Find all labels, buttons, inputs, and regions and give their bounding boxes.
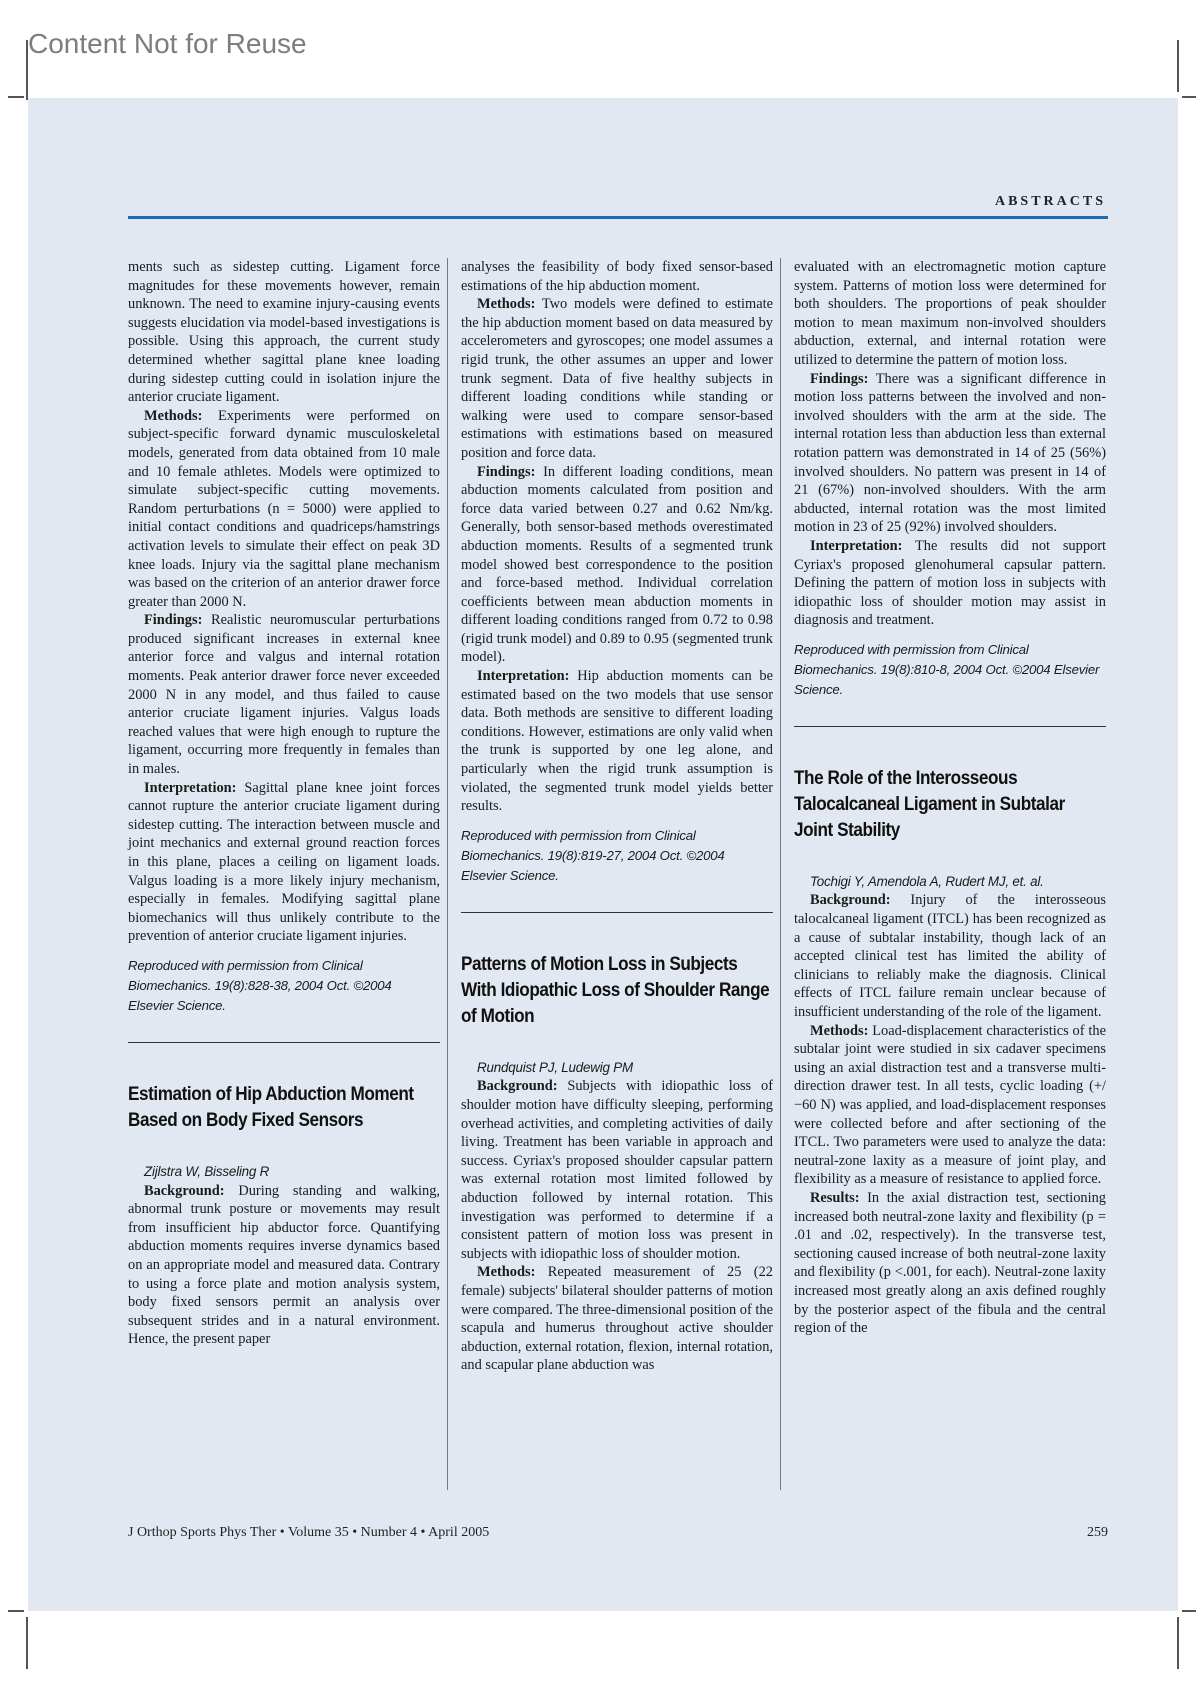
section-rule bbox=[128, 1042, 440, 1043]
text: Two models were defined to estimate the hip abduction moment based on data measured by accelerometers and gyroscopes; one model assumes a rigid trunk, the other assumes an upper and lower trunk segment. Data of five healthy subjects in different loading conditions while standing or walking were used to compare sensor-based estimations with estimations based on measured position and force data. bbox=[461, 296, 773, 461]
paragraph-methods bbox=[794, 1022, 1106, 1189]
label: Findings: bbox=[144, 612, 203, 629]
text: Repeated measurement of 25 (22 female) subjects' bilateral shoulder patterns of motion were compared. The three-dimensional position of the scapula and humerus throughout active shoulder abduction, external rotation, flexion, internal rotation, and scapular plane abduction was bbox=[461, 1264, 773, 1374]
paragraph-methods bbox=[461, 1263, 773, 1375]
paragraph-interpretation bbox=[461, 667, 773, 816]
label: Interpretation: bbox=[477, 668, 570, 685]
label: Background: bbox=[477, 1078, 558, 1095]
paragraph-findings bbox=[128, 611, 440, 778]
text: Experiments were performed on subject-specific forward dynamic musculoskeletal models, generated from data obtained from 10 male and 10 female athletes. Models were optimized to simulate subject-specific cutting movements. Random perturbations (n = 5000) were applied to initial contact conditions and quadriceps/hamstrings activation levels to simulate their effect on peak 3D knee loads. Injury via the sagittal plane mechanism was based on the criterion of an anterior drawer force greater than 2000 N. bbox=[128, 407, 440, 610]
text: Load-displacement characteristics of the subtalar joint were studied in six cadaver specimens using an axial distraction test and a transverse multi-direction drawer test. In all tests, cyclic loading (+/−60 N) was applied, and load-displacement responses were collected before and after sectioning of the ITCL. Two parameters were used to analyze the data: neutral-zone laxity as a measure of joint play, and flexibility as a measure of resistance to applied force. bbox=[794, 1022, 1106, 1188]
column-2 bbox=[461, 258, 773, 1375]
text: Hip abduction moments can be estimated based on the two models that use sensor data. Both methods are sensitive to different loading conditions. However, estimations are only valid when the trunk is supported by one leg alone, and particularly when the rigid trunk assumption is violated, the segmented trunk model yields better results. bbox=[461, 668, 773, 815]
paragraph-methods bbox=[461, 295, 773, 462]
article-authors: Zijlstra W, Bisseling R bbox=[144, 1163, 270, 1179]
text: During standing and walking, abnormal trunk posture or movements may result from insufficient hip abductor force. Quantifying abduction moments requires inverse dynamics based on an appropriate model and measured data. Contrary to using a force plate and motion analysis system, body fixed sensors permit an analysis over subsequent strides and in a natural environment. Hence, the present paper bbox=[128, 1182, 440, 1348]
header-rule bbox=[128, 216, 1108, 219]
text: There was a significant difference in motion loss patterns between the involved and non-involved shoulders with the arm at the side. The internal rotation less than abduction less than external rotation pattern was demonstrated in 14 of 25 (56%) involved shoulders. No pattern was present in 14 of 21 (67%) non-involved shoulders. With the arm abducted, internal rotation was the most limited motion in 23 of 25 (92%) involved shoulders. bbox=[794, 370, 1106, 536]
label: Interpretation: bbox=[144, 779, 237, 796]
label: Background: bbox=[144, 1182, 225, 1199]
paragraph: ments such as sidestep cutting. Ligament force magnitudes for these movements however, remain unknown. The need to examine injury-causing events suggests elucidation via model-based investigations is possible. Using this approach, the current study determined whether sagittal plane knee loading during sidestep cutting could in isolation injure the anterior cruciate ligament. bbox=[128, 259, 440, 406]
crop-mark bbox=[8, 1610, 24, 1612]
label: Methods: bbox=[144, 407, 203, 424]
article-authors: Rundquist PJ, Ludewig PM bbox=[477, 1059, 633, 1075]
paragraph-background bbox=[128, 1182, 440, 1349]
crop-mark bbox=[1182, 1610, 1196, 1612]
text: In the axial distraction test, sectioning increased both neutral-zone laxity and flexibility (p = .01 and .02, respectively). In the transverse test, sectioning caused increase of both neutral-zone laxity and flexibility (p <.001, for each). Neutral-zone laxity increased most greatly along an axis defined roughly by the posterior aspect of the fibula and the central region of the bbox=[794, 1189, 1106, 1337]
article-authors: Tochigi Y, Amendola A, Rudert MJ, et. al. bbox=[810, 873, 1044, 889]
crop-mark bbox=[1177, 1617, 1179, 1669]
column-divider bbox=[447, 258, 448, 1490]
permission-credit: Reproduced with permission from Clinical Biomechanics. 19(8):810-8, 2004 Oct. ©2004 Elsevier Science. bbox=[794, 641, 1100, 697]
paragraph-methods bbox=[128, 407, 440, 612]
column-1 bbox=[128, 258, 440, 1349]
label: Background: bbox=[810, 892, 891, 909]
crop-mark bbox=[26, 40, 28, 100]
label: Methods: bbox=[810, 1022, 869, 1039]
section-rule bbox=[461, 912, 773, 913]
column-divider bbox=[780, 258, 781, 1490]
paragraph: evaluated with an electromagnetic motion capture system. Patterns of motion loss were determined for both shoulders. The proportions of peak shoulder motion to mean maximum non-involved shoulders abduction, external, and internal rotation were utilized to determine the pattern of motion loss. bbox=[794, 259, 1106, 368]
article-title: Patterns of Motion Loss in Subjects With Idiopathic Loss of Shoulder Range of Motion bbox=[461, 952, 770, 1027]
paragraph-background bbox=[461, 1077, 773, 1263]
label: Findings: bbox=[810, 370, 869, 387]
text: Sagittal plane knee joint forces cannot rupture the anterior cruciate ligament during sidestep cutting. The interaction between muscle and joint mechanics and external ground reaction forces in this plane, places a ceiling on ligament loads. Valgus loading is a more likely injury mechanism, especially in females. Modifying sagittal plane biomechanics will thus unlikely contribute to the prevention of anterior cruciate ligament injuries. bbox=[128, 779, 440, 945]
article-title: The Role of the Interosseous Talocalcaneal Ligament in Subtalar Joint Stability bbox=[794, 766, 1065, 841]
paragraph-findings bbox=[461, 463, 773, 668]
text: Subjects with idiopathic loss of shoulder motion have difficulty sleeping, performing overhead activities, and completing activities of daily living. Treatment has been variable in approach and success. Cyriax's proposed shoulder capsular pattern was external rotation most limited followed by abduction followed by internal rotation. This investigation was performed to determine if a consistent pattern of motion loss was present in subjects with idiopathic loss of shoulder motion. bbox=[461, 1078, 773, 1262]
text: Realistic neuromuscular perturbations produced significant increases in external knee anterior force and valgus and internal rotation moments. Peak anterior drawer force never exceeded 2000 N in any model, and thus failed to cause anterior cruciate ligament injuries. Valgus loads reached values that were high enough to rupture the ligament, occurring more frequently in females than in males. bbox=[128, 612, 440, 778]
paragraph-findings bbox=[794, 370, 1106, 537]
section-rule bbox=[794, 726, 1106, 727]
text: In different loading conditions, mean abduction moments calculated from position and force data varied between 0.27 and 0.62 Nm/kg. Generally, both sensor-based methods overestimated abduction moments. Results of a segmented trunk model showed best correspondence to the position and force-based method. Individual correlation coefficients between mean abduction moments in different loading conditions ranged from 0.72 to 0.98 (rigid trunk model) and 0.89 to 0.95 (segmented trunk model). bbox=[461, 463, 773, 666]
crop-mark bbox=[8, 96, 24, 98]
label: Methods: bbox=[477, 1264, 536, 1281]
article-title: Estimation of Hip Abduction Moment Based on Body Fixed Sensors bbox=[128, 1082, 414, 1131]
permission-credit: Reproduced with permission from Clinical Biomechanics. 19(8):828-38, 2004 Oct. ©2004 Elsevier Science. bbox=[128, 957, 392, 1013]
paragraph-background bbox=[794, 891, 1106, 1021]
page-footer bbox=[128, 1525, 1108, 1541]
label: Methods: bbox=[477, 296, 536, 313]
paragraph-interpretation bbox=[794, 537, 1106, 630]
watermark: Content Not for Reuse bbox=[28, 28, 307, 59]
text: The results did not support Cyriax's proposed glenohumeral capsular pattern. Defining the pattern of motion loss in subjects with idiopathic loss of shoulder motion may assist in diagnosis and treatment. bbox=[794, 537, 1106, 629]
crop-mark bbox=[26, 1617, 28, 1669]
journal-citation: J Orthop Sports Phys Ther • Volume 35 • Number 4 • April 2005 bbox=[128, 1525, 490, 1540]
paragraph-results bbox=[794, 1189, 1106, 1338]
label: Interpretation: bbox=[810, 537, 903, 554]
label: Results: bbox=[810, 1189, 860, 1206]
paragraph-interpretation bbox=[128, 779, 440, 946]
label: Findings: bbox=[477, 463, 536, 480]
page-number: 259 bbox=[1087, 1525, 1108, 1540]
crop-mark bbox=[1182, 96, 1196, 98]
permission-credit: Reproduced with permission from Clinical Biomechanics. 19(8):819-27, 2004 Oct. ©2004 Elsevier Science. bbox=[461, 827, 725, 883]
crop-mark bbox=[1177, 40, 1179, 92]
text: Injury of the interosseous talocalcaneal ligament (ITCL) has been recognized as a cause of subtalar instability, though lack of an accepted clinical test has limited the ability of clinicians to reliably make the diagnosis. Clinical effects of ITCL failure remain unclear because of insufficient understanding of the role of the ligament. bbox=[794, 892, 1106, 1021]
paragraph: analyses the feasibility of body fixed sensor-based estimations of the hip abduction moment. bbox=[461, 259, 773, 294]
column-3 bbox=[794, 258, 1106, 1338]
section-header: ABSTRACTS bbox=[994, 194, 1106, 209]
